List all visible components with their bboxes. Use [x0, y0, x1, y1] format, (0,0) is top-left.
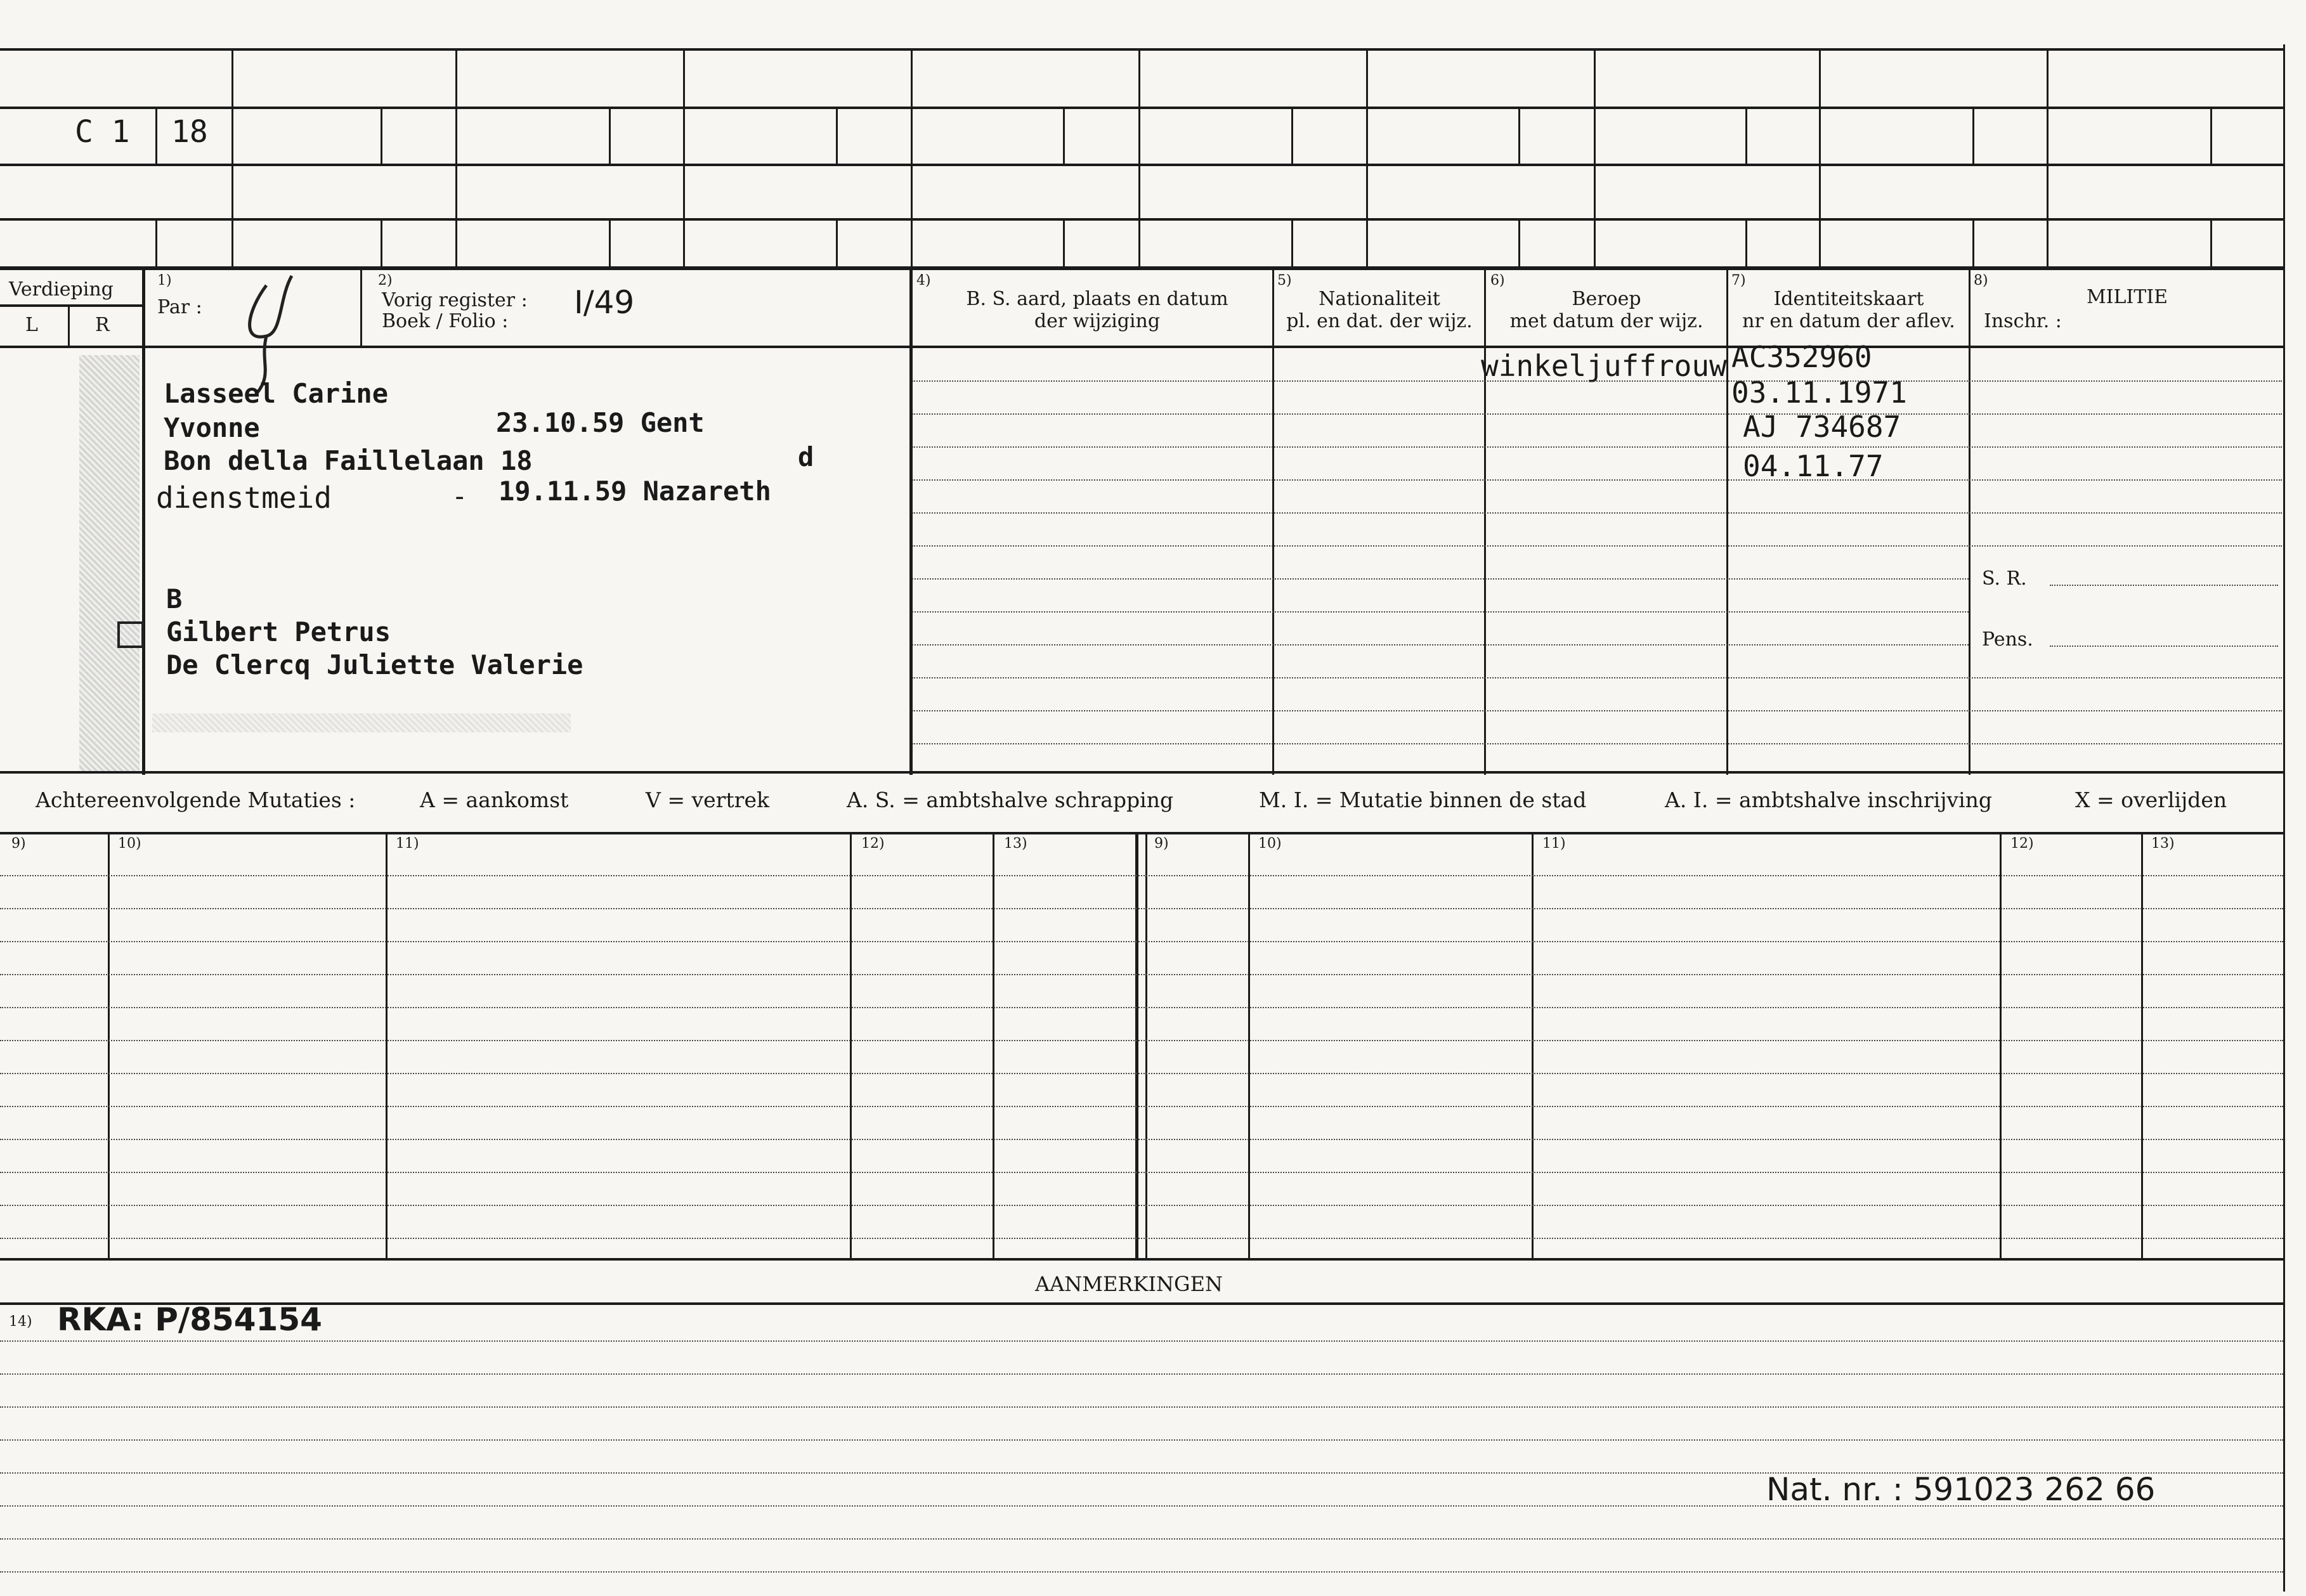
record-dash: - — [452, 481, 468, 512]
l-label: L — [25, 314, 38, 336]
bs-header-2: der wijziging — [1034, 310, 1161, 332]
rule — [0, 908, 2283, 909]
col-number: 11) — [1542, 836, 1566, 852]
beroep-header-2: met datum der wijz. — [1509, 310, 1703, 332]
rule — [1484, 268, 1486, 775]
rule — [0, 304, 143, 307]
col-number: 7) — [1731, 273, 1746, 289]
record-line-3: Bon della Faillelaan 18 — [164, 445, 533, 476]
rule — [0, 1439, 2283, 1441]
rule — [0, 218, 2283, 221]
rule — [108, 833, 110, 1258]
rule — [0, 1073, 2283, 1074]
id-header-1: Identiteitskaart — [1773, 288, 1924, 310]
rule — [1272, 268, 1274, 775]
rka-value: RKA: P/854154 — [57, 1301, 322, 1338]
record-line-6: Gilbert Petrus — [166, 616, 391, 647]
rule — [0, 346, 2283, 348]
rule — [911, 48, 913, 267]
rule — [1745, 218, 1747, 266]
rule — [1291, 218, 1293, 266]
legend-v: V = vertrek — [646, 788, 769, 812]
col-number: 9) — [1154, 836, 1169, 852]
col-number: 10) — [118, 836, 141, 852]
inschr-label: Inschr. : — [1984, 310, 2062, 332]
col-number: 6) — [1490, 273, 1505, 289]
rule — [2047, 48, 2049, 267]
rule — [0, 1538, 2283, 1540]
rule — [1518, 107, 1520, 164]
rule — [1248, 833, 1250, 1258]
rule — [1819, 48, 1821, 267]
rule — [2210, 218, 2212, 266]
rule — [0, 1340, 2283, 1342]
rule — [0, 1302, 2283, 1305]
r-label: R — [95, 314, 110, 336]
rule — [0, 974, 2283, 975]
rule — [360, 268, 362, 346]
col-number: 8) — [1974, 273, 1988, 289]
rule — [912, 578, 1969, 580]
col-number: 13) — [2151, 836, 2175, 852]
rule — [912, 545, 2282, 547]
rule — [0, 875, 2283, 876]
rule — [1969, 268, 1971, 775]
rule — [0, 107, 2283, 109]
militie-header: MILITIE — [2086, 286, 2168, 308]
record-line-3-mark: d — [798, 441, 814, 472]
rule — [155, 218, 157, 266]
legend-x: X = overlijden — [2075, 788, 2227, 812]
remarks-title: AANMERKINGEN — [1035, 1272, 1223, 1296]
rule — [381, 218, 382, 266]
col-number: 13) — [1004, 836, 1027, 852]
beroep-value: winkeljuffrouw — [1481, 349, 1727, 383]
rule — [912, 380, 2282, 382]
rule — [2210, 107, 2212, 164]
rule — [0, 1106, 2283, 1107]
col-number: 12) — [2010, 836, 2034, 852]
rule — [1594, 48, 1596, 267]
rule — [2000, 833, 2002, 1258]
rule — [0, 1040, 2283, 1041]
rule — [0, 1258, 2283, 1261]
rule — [0, 1406, 2283, 1408]
legend-as: A. S. = ambtshalve schrapping — [847, 788, 1174, 812]
col-number: 9) — [11, 836, 26, 852]
rule — [386, 833, 388, 1258]
rule — [912, 743, 2282, 744]
rule — [1972, 107, 1974, 164]
rule — [0, 771, 2283, 774]
stamp-strip — [79, 355, 140, 774]
col-number: 1) — [157, 273, 172, 289]
legend-ai: A. I. = ambtshalve inschrijving — [1665, 788, 1993, 812]
rule — [1138, 48, 1140, 267]
rule — [1135, 833, 1138, 1258]
legend-title: Achtereenvolgende Mutaties : — [36, 788, 356, 812]
id-header-2: nr en datum der aflev. — [1742, 310, 1955, 332]
rule — [1532, 833, 1534, 1258]
rule — [912, 677, 2282, 678]
rule — [912, 644, 1969, 646]
par-label: Par : — [157, 296, 202, 318]
rule — [0, 1007, 2283, 1008]
rule — [0, 1139, 2283, 1140]
vorig-register-value: I/49 — [574, 284, 635, 321]
id-number-2: AJ 734687 — [1743, 410, 1901, 444]
rule — [1366, 48, 1368, 267]
right-edge — [2283, 44, 2285, 1592]
nat-header-1: Nationaliteit — [1319, 288, 1440, 310]
stamp-strip — [152, 713, 571, 732]
rule — [68, 304, 70, 346]
col-number: 11) — [396, 836, 419, 852]
record-line-2-name: Yvonne — [164, 412, 260, 443]
rule — [609, 107, 611, 164]
rule — [912, 710, 2282, 711]
rule — [0, 48, 2283, 51]
rule — [912, 413, 2282, 415]
nat-header-2: pl. en dat. der wijz. — [1286, 310, 1473, 332]
rule — [1291, 107, 1293, 164]
col-number: 14) — [9, 1314, 32, 1330]
rule — [1063, 107, 1065, 164]
square-marker-icon — [117, 621, 144, 648]
rule — [912, 446, 2282, 448]
legend-a: A = aankomst — [420, 788, 569, 812]
verdieping-label: Verdieping — [9, 278, 114, 301]
bs-header-1: B. S. aard, plaats en datum — [966, 288, 1228, 310]
rule — [0, 1571, 2283, 1573]
national-number: Nat. nr. : 591023 262 66 — [1766, 1471, 2156, 1508]
rule — [155, 107, 157, 164]
rule — [850, 833, 852, 1258]
rule — [142, 268, 145, 775]
rule — [836, 107, 838, 164]
col-number: 10) — [1258, 836, 1282, 852]
rule — [0, 941, 2283, 942]
rule — [0, 832, 2283, 834]
rule — [912, 512, 2282, 514]
rule — [2050, 646, 2278, 647]
rule — [1972, 218, 1974, 266]
rule — [912, 611, 1969, 613]
rule — [1726, 268, 1728, 775]
rule — [0, 164, 2283, 166]
rule — [2050, 585, 2278, 586]
col-number: 12) — [861, 836, 885, 852]
record-line-2-birth: 23.10.59 Gent — [496, 407, 705, 438]
rule — [0, 1373, 2283, 1375]
rule — [455, 48, 457, 267]
rule — [0, 266, 2283, 270]
record-line-7: De Clercq Juliette Valerie — [166, 649, 583, 680]
rule — [1145, 833, 1147, 1258]
col-number: 4) — [916, 273, 931, 289]
rule — [0, 1238, 2283, 1239]
col-number: 5) — [1277, 273, 1292, 289]
rule — [1745, 107, 1747, 164]
id-number-1: AC352960 — [1731, 340, 1872, 374]
record-line-4-date: 19.11.59 Nazareth — [498, 476, 771, 507]
record-line-1: Lasseel Carine — [164, 378, 389, 409]
rule — [0, 1172, 2283, 1173]
id-date-2: 04.11.77 — [1743, 449, 1884, 483]
record-line-5: B — [166, 583, 183, 614]
sr-label: S. R. — [1982, 568, 2027, 590]
rule — [683, 48, 685, 267]
id-date-1: 03.11.1971 — [1731, 375, 1907, 410]
rule — [836, 218, 838, 266]
boek-folio-label: Boek / Folio : — [382, 310, 509, 332]
vorig-register-label: Vorig register : — [382, 289, 528, 311]
rule — [0, 1205, 2283, 1206]
pens-label: Pens. — [1982, 628, 2033, 651]
beroep-header-1: Beroep — [1572, 288, 1641, 310]
col-number: 2) — [378, 273, 393, 289]
rule — [2141, 833, 2143, 1258]
rule — [231, 48, 233, 267]
rule — [909, 268, 913, 775]
legend-mi: M. I. = Mutatie binnen de stad — [1259, 788, 1587, 812]
rule — [609, 218, 611, 266]
rule — [1518, 218, 1520, 266]
rule — [1063, 218, 1065, 266]
rule — [381, 107, 382, 164]
top-number: 18 — [171, 114, 208, 150]
record-occupation: dienstmeid — [156, 481, 332, 515]
rule — [993, 833, 994, 1258]
rule — [912, 479, 2282, 481]
top-code: C 1 — [75, 114, 130, 150]
